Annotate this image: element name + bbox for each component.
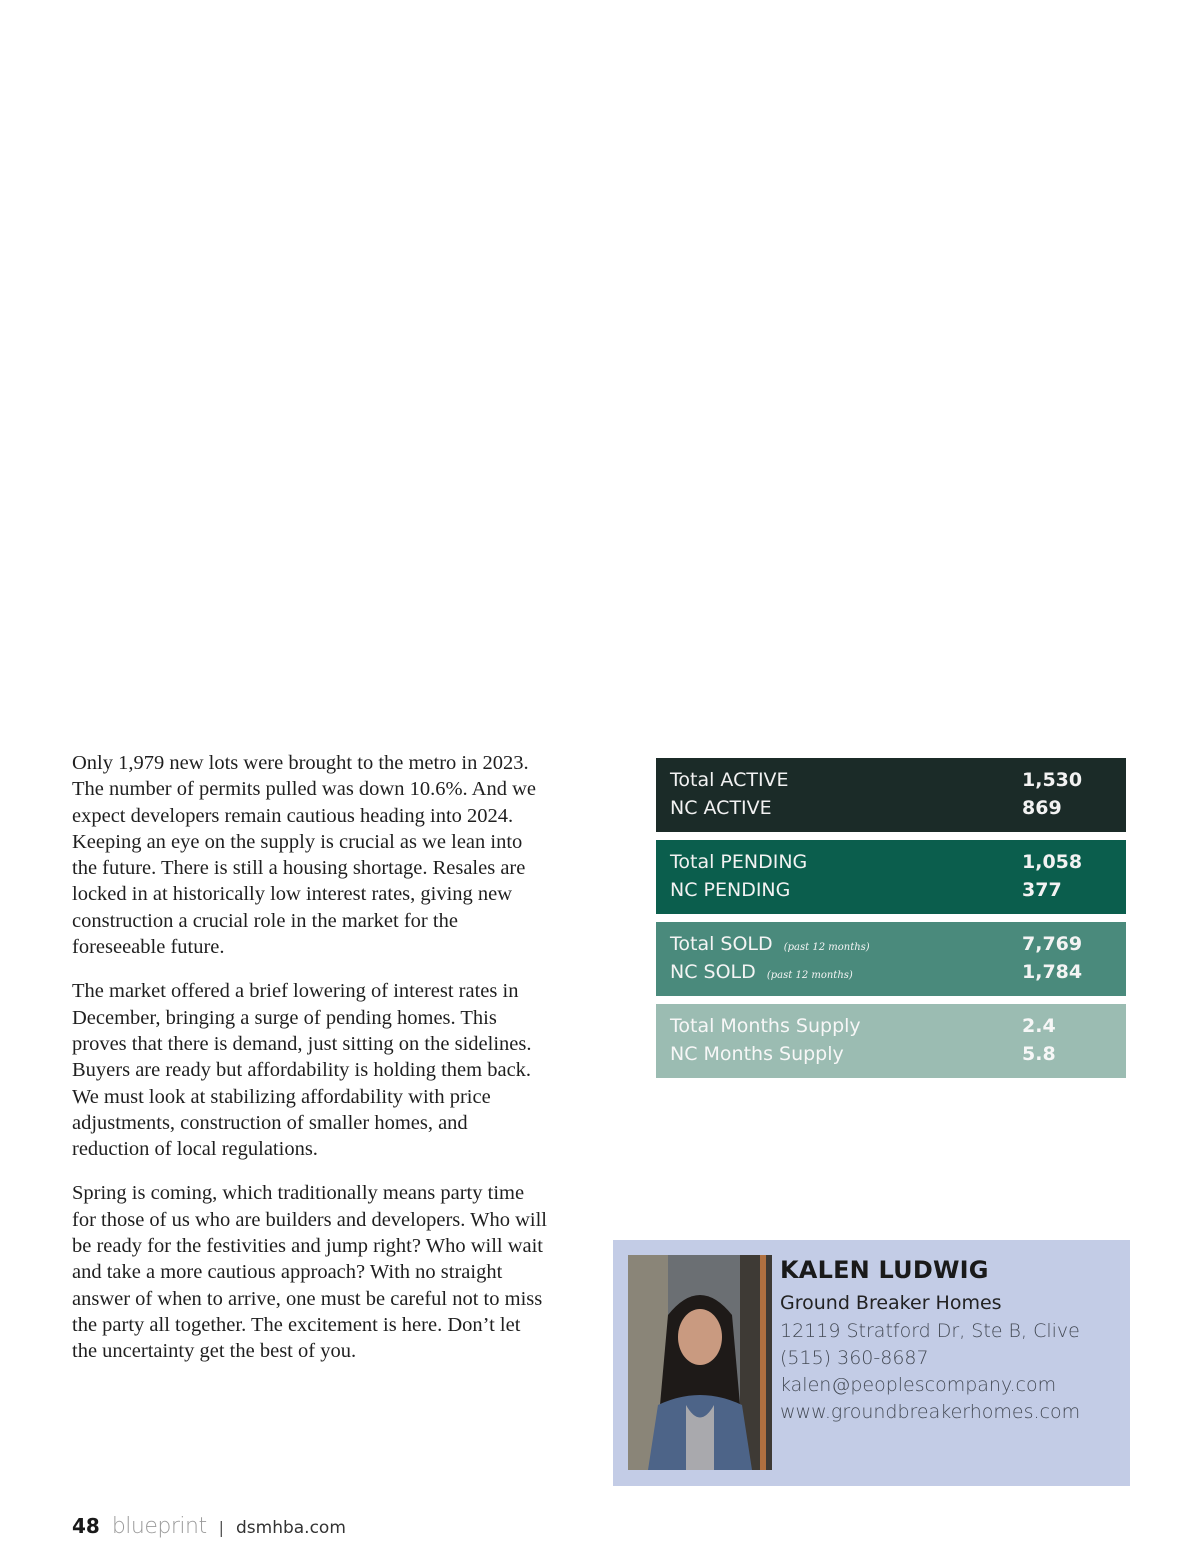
author-photo <box>628 1255 772 1470</box>
author-website[interactable]: www.groundbreakerhomes.com <box>780 1401 1081 1423</box>
stat-value: 1,784 <box>1022 961 1083 983</box>
stat-value: 1,530 <box>1022 769 1083 791</box>
stat-block-months-supply <box>656 1004 1126 1078</box>
author-email[interactable]: kalen@peoplescompany.com <box>780 1374 1057 1396</box>
footer-separator: | <box>218 1518 224 1537</box>
stat-value: 869 <box>1022 797 1062 819</box>
stat-row <box>670 930 1112 958</box>
portrait-illustration <box>628 1255 772 1470</box>
stat-value: 7,769 <box>1022 933 1083 955</box>
author-contact-info <box>780 1256 1080 1428</box>
stat-label: NC SOLD <box>670 961 756 983</box>
publication-logo: blueprint <box>111 1514 207 1539</box>
article-paragraph: Only 1,979 new lots were brought to the metro in 2023. The number of permits pulled was down 10.6%. And we expect developers remain cautious heading into 2024. Keeping an eye on the supply is crucial as we lean into the future. There is still a housing shortage. Resales are locked in at historically low interest rates, giving new construction a crucial role in the market for the foreseeable future. <box>72 752 537 959</box>
page-number: 48 <box>72 1514 100 1538</box>
author-phone[interactable]: (515) 360-8687 <box>780 1347 929 1369</box>
stat-row <box>670 766 1112 794</box>
stat-label: Total PENDING <box>670 851 808 873</box>
stat-label: NC ACTIVE <box>670 797 772 819</box>
stat-value: 1,058 <box>1022 851 1083 873</box>
stat-label: NC PENDING <box>670 879 791 901</box>
stat-label: Total Months Supply <box>670 1015 861 1037</box>
stat-label: NC Months Supply <box>670 1043 844 1065</box>
author-company: Ground Breaker Homes <box>780 1292 1002 1314</box>
market-stats-panel <box>656 758 1126 1086</box>
stat-label: Total SOLD <box>670 933 773 955</box>
stat-block-pending <box>656 840 1126 914</box>
author-address: 12119 Stratford Dr, Ste B, Clive <box>780 1320 1080 1342</box>
article-paragraph: Spring is coming, which traditionally means party time for those of us who are builders and developers. Who will be ready for the festivities and jump right? Who will wait and take a more cautious approach? With no straight answer of when to arrive, one must be careful not to miss the party all together. The excitement is here. Don’t let the uncertainty get the best of you. <box>72 1182 547 1363</box>
stat-row <box>670 958 1112 986</box>
article-body <box>72 750 550 1383</box>
footer-site-link[interactable]: dsmhba.com <box>235 1518 346 1538</box>
stat-row <box>670 1040 1112 1068</box>
stat-label: Total ACTIVE <box>670 769 789 791</box>
author-contact-card <box>613 1240 1130 1486</box>
stat-row <box>670 794 1112 822</box>
stat-block-active <box>656 758 1126 832</box>
stat-value: 377 <box>1022 879 1062 901</box>
stat-note: (past 12 months) <box>766 970 853 981</box>
stat-label-group <box>670 961 853 983</box>
stat-row <box>670 876 1112 904</box>
stat-row <box>670 1012 1112 1040</box>
page-footer <box>72 1514 346 1539</box>
author-name: KALEN LUDWIG <box>780 1256 989 1284</box>
stat-value: 5.8 <box>1022 1043 1056 1065</box>
stat-note: (past 12 months) <box>783 942 870 953</box>
article-paragraph: The market offered a brief lowering of interest rates in December, bringing a surge of pending homes. This proves that there is demand, just sitting on the sidelines. Buyers are ready but affordability is holding them back. We must look at stabilizing affordability with price adjustments, construction of smaller homes, and reduction of local regulations. <box>72 980 532 1161</box>
stat-value: 2.4 <box>1022 1015 1056 1037</box>
stat-row <box>670 848 1112 876</box>
stat-label-group <box>670 933 870 955</box>
stat-block-sold <box>656 922 1126 996</box>
